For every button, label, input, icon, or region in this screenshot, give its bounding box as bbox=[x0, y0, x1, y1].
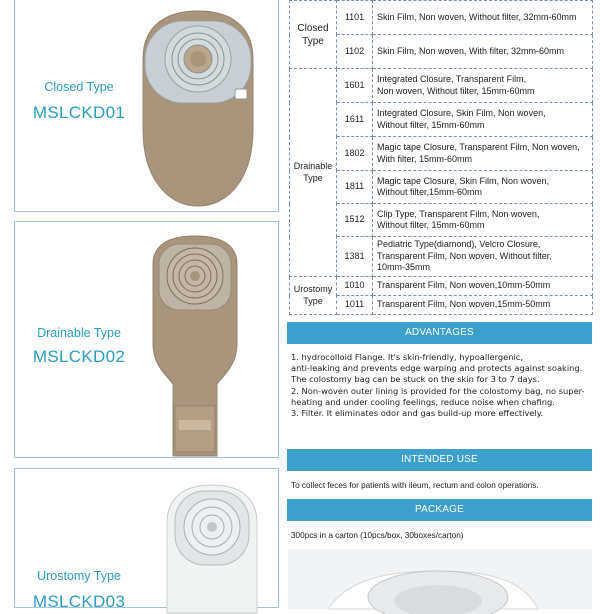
intended-use-text: To collect feces for patients with ileum, rectum and colon operations. bbox=[291, 481, 539, 490]
desc-cell: Magic tape Closure, Skin Film, Non woven, Without filter,15mm-60mm bbox=[373, 171, 593, 204]
product-type-label: Drainable Type bbox=[37, 326, 121, 340]
urostomy-bag-image bbox=[157, 483, 267, 613]
desc-cell: Pediatric Type(diamond), Velcro Closure, Transparent Film, Non woven, Without filter, 10mm-35mm bbox=[373, 237, 593, 277]
group-label: Urostomy Type bbox=[293, 284, 333, 306]
product-code: MSLCKD01 bbox=[32, 103, 126, 122]
product-card-urostomy bbox=[14, 468, 279, 611]
code-cell: 1811 bbox=[337, 171, 373, 204]
product-photo bbox=[288, 549, 592, 609]
spec-table bbox=[289, 0, 593, 315]
advantages-text: 1. hydrocolloid Flange. It's skin-friendly, hypoallergenic, anti-leaking and prevents edge warping and protects against soaking. The colostomy bag can be stuck on the skin for 3 to 7 days. 2. Non-woven outer lining is provided for the colostomy bag, no super- heating and under cooling feelings, reduce noise when chafing. 3. Filter. It eliminates odor and gas build-up more effectively. bbox=[291, 352, 585, 419]
code-cell: 1381 bbox=[337, 237, 373, 277]
intended-use-header: INTENDED USE bbox=[287, 449, 592, 471]
code-cell: 1512 bbox=[337, 204, 373, 237]
code-cell: 1101 bbox=[337, 1, 373, 35]
table-row bbox=[290, 1, 593, 35]
code-cell: 1601 bbox=[337, 69, 373, 103]
group-label: Closed Type bbox=[297, 22, 329, 47]
desc-cell: Transparent Film, Non woven,15mm-50mm bbox=[373, 296, 593, 315]
code-cell: 1802 bbox=[337, 137, 373, 171]
drainable-bag-image bbox=[145, 234, 245, 456]
desc-cell: Magic tape Closure, Transparent Film, Non woven, With filter, 15mm-60mm bbox=[373, 137, 593, 171]
closed-bag-image bbox=[123, 9, 273, 209]
product-code: MSLCKD02 bbox=[32, 347, 126, 366]
advantages-header: ADVANTAGES bbox=[287, 322, 592, 344]
desc-cell: Skin Film, Non woven, Without filter, 32mm-60mm bbox=[373, 1, 593, 35]
code-cell: 1011 bbox=[337, 296, 373, 315]
product-type-label: Closed Type bbox=[44, 80, 114, 94]
product-code: MSLCKD03 bbox=[32, 592, 126, 611]
group-urostomy bbox=[290, 277, 337, 315]
product-card-drainable bbox=[14, 221, 279, 458]
group-drainable bbox=[290, 69, 337, 277]
table-row bbox=[290, 277, 593, 296]
bag-closeup-image bbox=[288, 549, 592, 609]
code-cell: 1102 bbox=[337, 35, 373, 69]
product-card-closed bbox=[14, 0, 279, 212]
code-cell: 1611 bbox=[337, 103, 373, 137]
product-type-label: Urostomy Type bbox=[37, 569, 121, 583]
table-row bbox=[290, 69, 593, 103]
desc-cell: Skin Film, Non woven, With filter, 32mm-60mm bbox=[373, 35, 593, 69]
desc-cell: Clip Type, Transparent Film, Non woven, Without filter, 15mm-60mm bbox=[373, 204, 593, 237]
group-label: Drainable Type bbox=[293, 161, 333, 183]
desc-cell: Integrated Closure, Skin Film, Non woven, Without filter, 15mm-60mm bbox=[373, 103, 593, 137]
package-text: 300pcs in a carton (10pcs/box, 30boxes/carton) bbox=[291, 531, 464, 540]
desc-cell: Integrated Closure, Transparent Film, Non woven, Without filter, 15mm-60mm bbox=[373, 69, 593, 103]
group-closed bbox=[290, 1, 337, 69]
desc-cell: Transparent Film, Non woven,10mm-50mm bbox=[373, 277, 593, 296]
package-header: PACKAGE bbox=[287, 499, 592, 521]
code-cell: 1010 bbox=[337, 277, 373, 296]
